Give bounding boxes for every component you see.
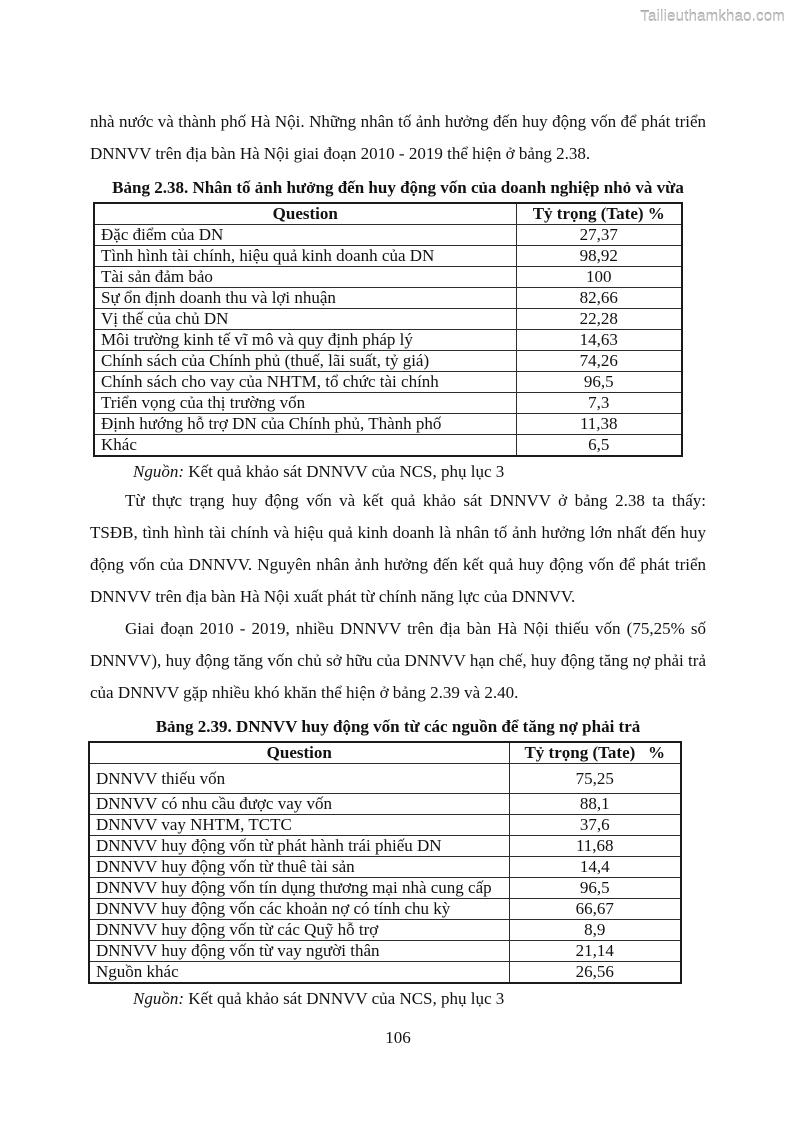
- value-cell: 74,26: [516, 351, 682, 372]
- table-2-38-caption: Bảng 2.38. Nhân tố ảnh hưởng đến huy động vốn của doanh nghiệp nhỏ và vừa: [112, 178, 684, 197]
- table-row: [94, 330, 682, 351]
- value-cell: 75,25: [509, 764, 681, 794]
- value-cell: 96,5: [509, 878, 681, 899]
- column-header: Tỷ trọng (Tate) %: [509, 742, 681, 764]
- value-cell: 11,68: [509, 836, 681, 857]
- question-cell: Chính sách cho vay của NHTM, tổ chức tài chính: [94, 372, 516, 393]
- table-row: [94, 225, 682, 246]
- value-cell: 14,4: [509, 857, 681, 878]
- question-cell: DNNVV vay NHTM, TCTC: [89, 815, 509, 836]
- table-row: [94, 288, 682, 309]
- question-cell: Tình hình tài chính, hiệu quả kinh doanh của DN: [94, 246, 516, 267]
- header-row: [89, 742, 681, 764]
- value-cell: 26,56: [509, 962, 681, 984]
- table-2-39-source: [133, 985, 706, 1012]
- question-cell: Chính sách của Chính phủ (thuế, lãi suất, tỷ giá): [94, 351, 516, 372]
- table-2-38: [93, 202, 683, 457]
- table-row: [89, 794, 681, 815]
- question-cell: DNNVV huy động vốn từ thuê tài sản: [89, 857, 509, 878]
- value-cell: 100: [516, 267, 682, 288]
- question-cell: Khác: [94, 435, 516, 457]
- table-row: [89, 941, 681, 962]
- question-cell: DNNVV huy động vốn các khoản nợ có tính chu kỳ: [89, 899, 509, 920]
- table-row: [89, 815, 681, 836]
- question-cell: Môi trường kinh tế vĩ mô và quy định pháp lý: [94, 330, 516, 351]
- table-2-39: [88, 741, 682, 984]
- column-header: Tỷ trọng (Tate) %: [516, 203, 682, 225]
- table-row: [89, 962, 681, 984]
- table-2-38-source: [133, 458, 706, 485]
- question-cell: DNNVV huy động vốn từ phát hành trái phiếu DN: [89, 836, 509, 857]
- value-cell: 11,38: [516, 414, 682, 435]
- value-cell: 7,3: [516, 393, 682, 414]
- table-row: [94, 246, 682, 267]
- question-cell: Đặc điểm của DN: [94, 225, 516, 246]
- page-content: [90, 106, 706, 1048]
- column-header: Question: [89, 742, 509, 764]
- value-cell: 98,92: [516, 246, 682, 267]
- question-cell: DNNVV thiếu vốn: [89, 764, 509, 794]
- paragraph-analysis: Từ thực trạng huy động vốn và kết quả khảo sát DNNVV ở bảng 2.38 ta thấy: TSĐB, tình hình tài chính và hiệu quả kinh doanh là nhân tố ảnh hưởng lớn nhất đến huy động vốn của DNNVV. Nguyên nhân ảnh hưởng đến kết quả huy động vốn để phát triển DNNVV trên địa bàn Hà Nội xuất phát từ chính năng lực của DNNVV.: [90, 491, 706, 606]
- table-row: [94, 435, 682, 457]
- question-cell: DNNVV huy động vốn tín dụng thương mại nhà cung cấp: [89, 878, 509, 899]
- value-cell: 27,37: [516, 225, 682, 246]
- table-row: [89, 920, 681, 941]
- value-cell: 37,6: [509, 815, 681, 836]
- value-cell: 96,5: [516, 372, 682, 393]
- question-cell: Tài sản đảm bảo: [94, 267, 516, 288]
- table-row: [94, 414, 682, 435]
- column-header: Question: [94, 203, 516, 225]
- value-cell: 22,28: [516, 309, 682, 330]
- table-2-39-caption: Bảng 2.39. DNNVV huy động vốn từ các nguồn để tăng nợ phải trả: [155, 717, 641, 736]
- question-cell: DNNVV huy động vốn từ các Quỹ hỗ trợ: [89, 920, 509, 941]
- value-cell: 21,14: [509, 941, 681, 962]
- watermark: Tailieuthamkhao.com: [640, 8, 785, 25]
- value-cell: 14,63: [516, 330, 682, 351]
- table-row: [94, 393, 682, 414]
- question-cell: DNNVV huy động vốn từ vay người thân: [89, 941, 509, 962]
- source-text: Kết quả khảo sát DNNVV của NCS, phụ lục 3: [188, 462, 505, 481]
- table-row: [89, 899, 681, 920]
- question-cell: Triển vọng của thị trường vốn: [94, 393, 516, 414]
- table-row: [94, 372, 682, 393]
- page-number: 106: [385, 1028, 411, 1047]
- source-label: Nguồn:: [133, 989, 184, 1008]
- table-row: [89, 836, 681, 857]
- source-label: Nguồn:: [133, 462, 184, 481]
- paragraph-period: Giai đoạn 2010 - 2019, nhiều DNNVV trên địa bàn Hà Nội thiếu vốn (75,25% số DNNVV), huy động tăng vốn chủ sở hữu của DNNVV hạn chế, huy động tăng nợ phải trả của DNNVV gặp nhiều khó khăn thể hiện ở bảng 2.39 và 2.40.: [90, 619, 706, 702]
- value-cell: 66,67: [509, 899, 681, 920]
- question-cell: Nguồn khác: [89, 962, 509, 984]
- question-cell: Định hướng hỗ trợ DN của Chính phủ, Thành phố: [94, 414, 516, 435]
- value-cell: 82,66: [516, 288, 682, 309]
- paragraph-intro: nhà nước và thành phố Hà Nội. Những nhân tố ảnh hưởng đến huy động vốn để phát triển DNNVV trên địa bàn Hà Nội giai đoạn 2010 - 2019 thể hiện ở bảng 2.38.: [90, 112, 706, 163]
- table-row: [89, 878, 681, 899]
- value-cell: 8,9: [509, 920, 681, 941]
- table-row: [94, 351, 682, 372]
- table-row: [94, 309, 682, 330]
- header-row: [94, 203, 682, 225]
- table-row: [89, 857, 681, 878]
- value-cell: 88,1: [509, 794, 681, 815]
- table-row: [94, 267, 682, 288]
- value-cell: 6,5: [516, 435, 682, 457]
- question-cell: Sự ổn định doanh thu và lợi nhuận: [94, 288, 516, 309]
- question-cell: DNNVV có nhu cầu được vay vốn: [89, 794, 509, 815]
- source-text: Kết quả khảo sát DNNVV của NCS, phụ lục 3: [188, 989, 505, 1008]
- question-cell: Vị thế của chủ DN: [94, 309, 516, 330]
- table-row: [89, 764, 681, 794]
